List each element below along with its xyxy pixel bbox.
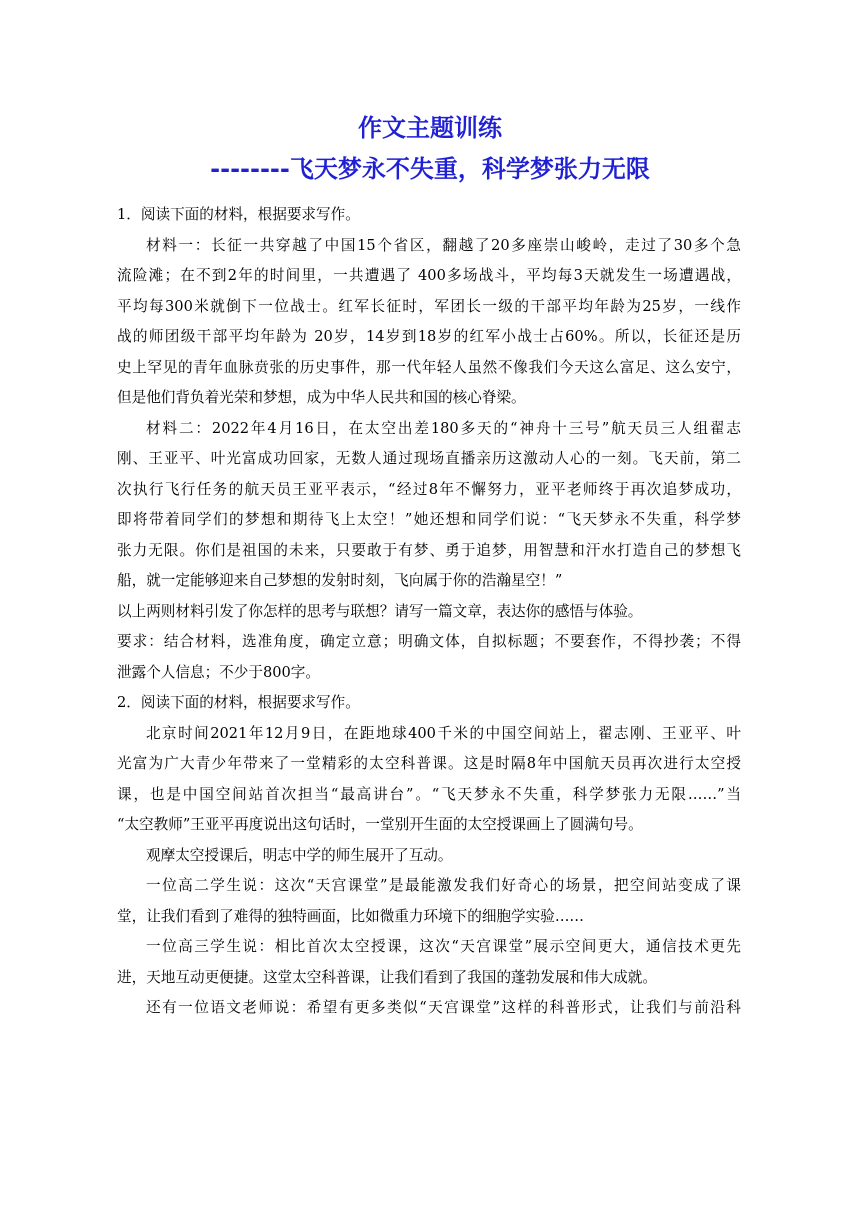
material-1-line: 战的师团级干部平均年龄为 20岁，14岁到18岁的红军小战士占60%。所以，长征还是历 [117, 328, 741, 345]
material-2-line: 即将带着同学们的梦想和期待飞上太空！”她还想和同学们说：“飞天梦永不失重，科学梦 [117, 511, 741, 528]
material-2-line: 材料二：2022年4月16日，在太空出差180多天的“神舟十三号”航天员三人组翟志 [146, 419, 741, 437]
material-1-line: 流险滩；在不到2年的时间里，一共遭遇了 400多场战斗，平均每3天就发生一场遭遇战， [117, 267, 741, 284]
question-2-material-line: “太空教师”王亚平再度说出这句话时，一堂别开生面的太空授课画上了圆满句号。 [117, 816, 643, 833]
question-2-material-line: 光富为广大青少年带来了一堂精彩的太空科普课。这是时隔8年中国航天员再次进行太空授 [117, 755, 741, 772]
question-2-material-line: 一位高二学生说：这次“天宫课堂”是最能激发我们好奇心的场景，把空间站变成了课 [146, 877, 741, 894]
material-1-line: 材料一：长征一共穿越了中国15个省区，翻越了20多座崇山峻岭，走过了30多个急 [146, 236, 741, 254]
question-2-material-line: 堂，让我们看到了难得的独特画面，比如微重力环境下的细胞学实验…… [117, 907, 585, 925]
question-2-material-line: 进，天地互动更便捷。这堂太空科普课，让我们看到了我国的蓬勃发展和伟大成就。 [117, 968, 657, 986]
question-2-prompt: 2．阅读下面的材料，根据要求写作。 [117, 694, 360, 711]
question-1-requirements: 要求：结合材料，选准角度，确定立意；明确文体，自拟标题；不要套作，不得抄袭；不得 [117, 633, 741, 650]
question-1-task: 以上两则材料引发了你怎样的思考与联想？请写一篇文章，表达你的感悟与体验。 [117, 602, 643, 620]
question-2-material-line: 还有一位语文老师说：希望有更多类似“天宫课堂”这样的科普形式，让我们与前沿科 [146, 999, 741, 1016]
material-1-line: 平均每300米就倒下一位战士。红军长征时，军团长一级的干部平均年龄为25岁，一线作 [117, 297, 741, 315]
question-2-material-line: 课，也是中国空间站首次担当“最高讲台”。“飞天梦永不失重，科学梦张力无限……”当 [117, 785, 741, 803]
question-1-prompt: 1．阅读下面的材料，根据要求写作。 [117, 206, 360, 223]
document-title: 作文主题训练 [358, 114, 502, 142]
material-2-line: 刚、王亚平、叶光富成功回家，无数人通过现场直播亲历这激动人心的一刻。飞天前，第二 [117, 450, 741, 467]
question-2-material-line: 一位高三学生说：相比首次太空授课，这次“天宫课堂”展示空间更大，通信技术更先 [146, 938, 741, 955]
question-1-requirements: 泄露个人信息；不少于800字。 [117, 663, 320, 681]
material-2-line: 张力无限。你们是祖国的未来，只要敢于有梦、勇于追梦，用智慧和汗水打造自己的梦想飞 [117, 541, 741, 559]
document-body [117, 200, 741, 1024]
material-2-line: 次执行飞行任务的航天员王亚平表示，“经过8年不懈努力，亚平老师终于再次追梦成功， [117, 480, 741, 498]
document-subtitle: --------飞天梦永不失重，科学梦张力无限 [210, 155, 650, 183]
question-2-material-line: 观摩太空授课后，明志中学的师生展开了互动。 [146, 846, 453, 864]
question-2-material-line: 北京时间2021年12月9日，在距地球400千米的中国空间站上，翟志刚、王亚平、叶 [146, 724, 741, 742]
material-1-line: 史上罕见的青年血脉贲张的历史事件，那一代年轻人虽然不像我们今天这么富足、这么安宁， [117, 358, 741, 376]
material-2-line: 船，就一定能够迎来自己梦想的发射时刻，飞向属于你的浩瀚星空！” [117, 572, 563, 589]
material-1-line: 但是他们背负着光荣和梦想，成为中华人民共和国的核心脊梁。 [117, 389, 526, 406]
